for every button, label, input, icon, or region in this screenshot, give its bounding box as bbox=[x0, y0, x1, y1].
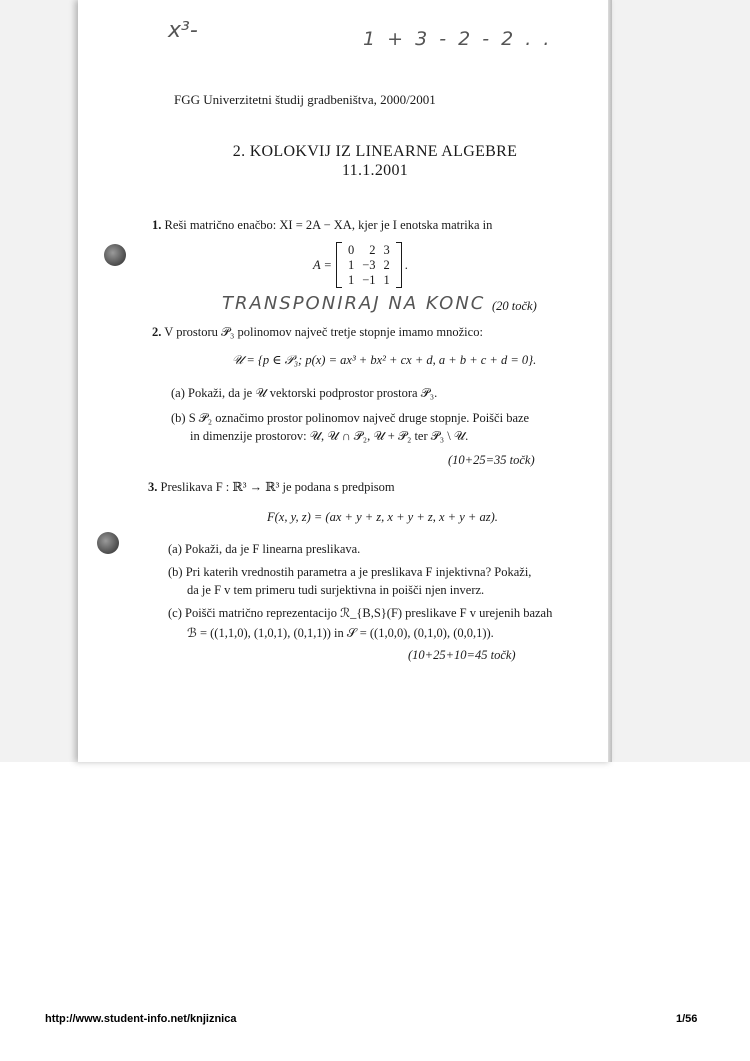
problem-2 bbox=[152, 325, 483, 340]
matrix-entries bbox=[344, 243, 394, 288]
problem-2-part-a: (a) Pokaži, da je 𝒰 vektorski podprostor prostora 𝒫₃. bbox=[171, 386, 438, 400]
problem-3-part-b-cont: da je F v tem primeru tudi surjektivna in poišči njen inverz. bbox=[187, 583, 485, 597]
punch-hole-bottom bbox=[97, 532, 119, 554]
exam-date: 11.1.2001 bbox=[341, 162, 409, 179]
matrix-cell: −1 bbox=[362, 272, 376, 287]
matrix-cell: 1 bbox=[383, 272, 390, 287]
problem-3-part-b: (b) Pri katerih vrednostih parametra a je preslikava F injektivna? Pokaži, bbox=[168, 565, 532, 579]
problem-3-part-c-cont: ℬ = ((1,1,0), (1,0,1), (0,1,1)) in 𝒮 = ((1,0,0), (0,1,0), (0,0,1)). bbox=[187, 626, 494, 640]
matrix-label: A = bbox=[313, 257, 332, 272]
problem-3-points: (10+25+10=45 točk) bbox=[408, 648, 516, 662]
matrix-cell: 2 bbox=[383, 257, 390, 272]
matrix-cell: −3 bbox=[362, 257, 376, 272]
matrix-cell: 0 bbox=[347, 242, 355, 257]
problem-1-number: 1. bbox=[152, 218, 162, 232]
problem-2-part-b: (b) S 𝒫₂ označimo prostor polinomov največ druge stopnje. Poišči baze bbox=[171, 411, 530, 425]
exam-sheet bbox=[78, 0, 612, 762]
problem-3-text: Preslikava F : ℝ³ → ℝ³ je podana s predpisom bbox=[160, 480, 395, 494]
handwritten-note-top-right: 1 + 3 - 2 - 2 . . bbox=[363, 28, 553, 50]
problem-3-number: 3. bbox=[148, 480, 158, 494]
matrix-cell: 2 bbox=[369, 242, 376, 257]
handwritten-annotation: TRANSPONIRAJ NA KONC bbox=[222, 293, 486, 314]
footer-page-number: 1/56 bbox=[676, 1013, 698, 1025]
problem-3 bbox=[148, 479, 395, 495]
problem-1-text: Reši matrično enačbo: XI = 2A − XA, kjer je I enotska matrika in bbox=[164, 218, 493, 232]
problem-3-part-c: (c) Poišči matrično reprezentacijo ℛ_{B,S}(F) preslikave F v urejenih bazah bbox=[168, 606, 553, 620]
problem-2-part-b-cont: in dimenzije prostorov: 𝒰, 𝒰 ∩ 𝒫₂, 𝒰 + 𝒫₂ ter 𝒫₃ \ 𝒰. bbox=[190, 429, 469, 443]
problem-2-points: (10+25=35 točk) bbox=[448, 453, 535, 467]
problem-1 bbox=[152, 218, 492, 233]
matrix-a bbox=[313, 242, 408, 288]
matrix-period: . bbox=[404, 257, 408, 272]
problem-2-text: V prostoru 𝒫₃ polinomov največ tretje stopnje imamo množico: bbox=[164, 325, 483, 339]
matrix-right-bracket bbox=[396, 242, 402, 288]
matrix-cell: 3 bbox=[383, 242, 390, 257]
problem-3-part-a: (a) Pokaži, da je F linearna preslikava. bbox=[168, 542, 361, 556]
problem-2-number: 2. bbox=[152, 325, 162, 339]
problem-3-formula: F(x, y, z) = (ax + y + z, x + y + z, x + y + az). bbox=[267, 510, 498, 524]
course-header: FGG Univerzitetni študij gradbeništva, 2000/2001 bbox=[174, 92, 436, 107]
matrix-cell: 1 bbox=[347, 257, 355, 272]
sheet-edge bbox=[608, 0, 612, 762]
problem-2-formula: 𝒰 = {p ∈ 𝒫₃; p(x) = ax³ + bx² + cx + d, a + b + c + d = 0}. bbox=[232, 353, 537, 367]
footer-url[interactable]: http://www.student-info.net/knjiznica bbox=[45, 1013, 237, 1025]
matrix-left-bracket bbox=[336, 242, 342, 288]
punch-hole-top bbox=[104, 244, 126, 266]
matrix-cell: 1 bbox=[347, 272, 355, 287]
handwritten-note-top-left: x³- bbox=[168, 18, 198, 43]
exam-title: 2. KOLOKVIJ IZ LINEARNE ALGEBRE bbox=[232, 143, 518, 160]
problem-1-points: (20 točk) bbox=[492, 299, 537, 313]
